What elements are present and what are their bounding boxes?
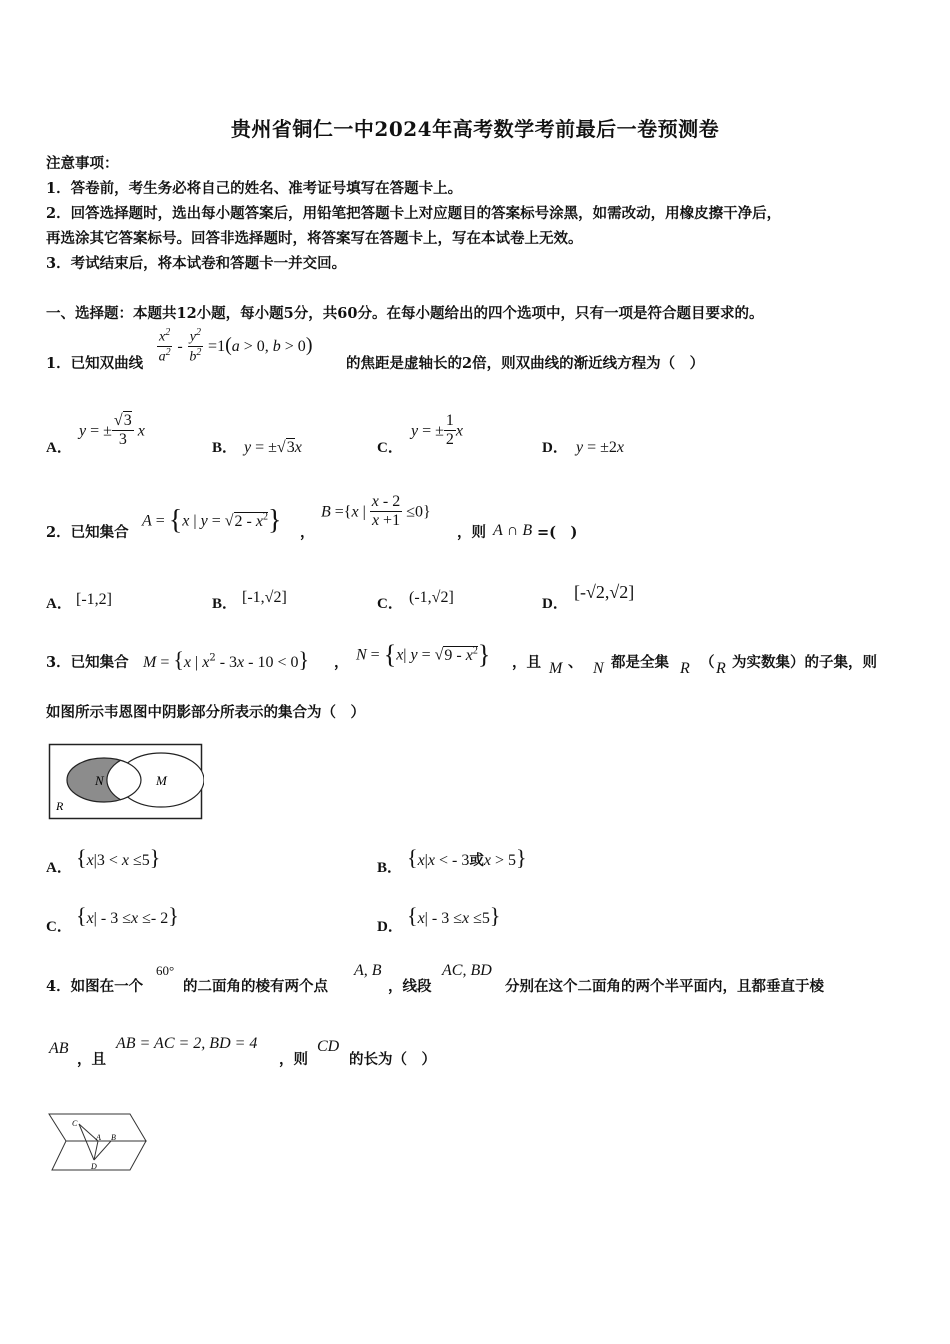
notice-item-2: 2．回答选择题时，选出每小题答案后，用铅笔把答题卡上对应题目的答案标号涂黑，如需改动，用橡皮擦干净后，: [46, 205, 782, 222]
q3-option-d-label: D．: [377, 919, 403, 935]
page-title: 贵州省铜仁一中2024年高考数学考前最后一卷预测卷: [230, 117, 720, 141]
q1-option-c: y = ± $\frac{1}{2}$ x: [411, 412, 464, 449]
q2-option-a-label: A．: [46, 596, 72, 612]
q4-segments: AC, BD: [442, 962, 492, 979]
fig-label-d: D: [91, 1162, 97, 1171]
q4-t4: ，且: [77, 1051, 106, 1068]
q2-option-b: [-1,√2]: [242, 589, 287, 606]
q3-lead: 3．已知集合: [46, 654, 129, 671]
fig-label-c: C: [72, 1119, 78, 1128]
q3-option-c-label: C．: [46, 919, 72, 935]
q2-set-a: A = {x | $y = √2 - x^2$}: [142, 505, 282, 536]
fig-label-b: B: [111, 1133, 116, 1142]
q2-option-b-label: B．: [212, 596, 238, 612]
q2-comma: ，: [300, 524, 315, 541]
notice-item-1: 1．答卷前，考生务必将自己的姓名、准考证号填写在答题卡上。: [46, 180, 463, 197]
segment-bd: [94, 1141, 111, 1160]
q3-sep: 、: [568, 654, 583, 671]
notice-heading: 注意事项：: [46, 155, 119, 172]
q3-r-symbol-2: R: [716, 660, 726, 677]
q3-all: 都是全集: [611, 654, 669, 671]
q4-angle: 60°: [156, 963, 175, 978]
q2-then: ，则: [457, 524, 486, 541]
venn-diagram: [48, 743, 204, 821]
q3-option-b: {x|x < - 3或x > 5}: [407, 845, 527, 870]
q3-option-c: {x| - 3 ≤x ≤- 2}: [76, 903, 179, 928]
q4-points: A, B: [354, 962, 382, 979]
venn-label-m: M: [156, 773, 167, 788]
q2-intersection: A ∩ B: [493, 522, 533, 539]
q1-stem: 的焦距是虚轴长的2倍，则双曲线的渐近线方程为（ ）: [346, 355, 705, 372]
dihedral-angle-figure: [46, 1110, 150, 1176]
q3-option-a-label: A．: [46, 860, 72, 876]
venn-label-n: N: [95, 773, 104, 788]
q1-option-a: y = ± $\frac{√3}{3}$ x: [79, 412, 145, 449]
q3-n-symbol: N: [593, 660, 604, 677]
q4-t2: ，线段: [388, 978, 432, 995]
q1-option-d: y = ±2x: [576, 439, 625, 456]
q3-r-symbol: R: [680, 660, 690, 677]
q4-t1: 的二面角的棱有两个点: [183, 978, 328, 995]
lower-half-plane: [52, 1141, 146, 1170]
q4-lead: 4．如图在一个: [46, 978, 144, 995]
notice-item-3: 3．考试结束后，将本试卷和答题卡一并交回。: [46, 255, 347, 272]
q1-option-a-label: A．: [46, 440, 72, 456]
q2-set-b: B ={x | $\frac{x - 2}{x +1}$ ≤0}: [321, 493, 431, 530]
q1-option-b-label: B．: [212, 440, 238, 456]
venn-label-r: R: [56, 799, 64, 813]
q3-option-b-label: B．: [377, 860, 403, 876]
q2-option-a: [-1,2]: [76, 591, 112, 608]
q2-option-d-label: D．: [542, 596, 568, 612]
q2-lead: 2．已知集合: [46, 524, 129, 541]
q3-option-b-or: 或: [469, 852, 484, 869]
q3-option-d: {x| - 3 ≤x ≤5}: [407, 903, 501, 928]
q3-option-a: {x|3 < x ≤5}: [76, 845, 161, 870]
q3-line2: 如图所示韦恩图中阴影部分所表示的集合为（ ）: [46, 704, 365, 721]
q4-t6: 的长为（ ）: [349, 1051, 436, 1068]
q1-option-c-label: C．: [377, 440, 403, 456]
notice-item-2-cont: 再选涂其它答案标号。回答非选择题时，将答案写在答题卡上，写在本试卷上无效。: [46, 230, 583, 247]
q4-edge-ab: AB: [49, 1040, 69, 1057]
q1-option-b: y = ±√3x: [244, 439, 302, 456]
q4-condition: AB = AC = 2, BD = 4: [116, 1035, 258, 1052]
q3-and: ，且: [512, 654, 541, 671]
q1-hyperbola-formula: $\frac{x^2}{a^2}$ - $\frac{y^2}{b^2}$ =1(a > 0, b > 0): [158, 327, 313, 365]
q1-option-d-label: D．: [542, 440, 568, 456]
q2-option-c: (-1,√2]: [409, 589, 454, 606]
q2-option-d: [-√2,√2]: [574, 582, 635, 602]
q1-lead: 1．已知双曲线: [46, 355, 144, 372]
segment-cd: [79, 1124, 94, 1160]
q2-tail: =( ): [537, 524, 578, 541]
q3-paren: （: [700, 654, 715, 671]
q4-t3: 分别在这个二面角的两个半平面内，且都垂直于棱: [505, 978, 824, 995]
q3-set-n: N = {x| $y = √9 - x^2$}: [356, 640, 491, 669]
q3-real: 为实数集）的子集，则: [732, 654, 877, 671]
q3-comma: ，: [334, 654, 349, 671]
q4-t5: ，则: [279, 1051, 308, 1068]
section-heading: 一、选择题：本题共12小题，每小题5分，共60分。在每小题给出的四个选项中，只有一项是符合题目要求的。: [46, 305, 764, 322]
q3-set-m: M = {x | $x^2 - 3x - 10 < 0$}: [143, 647, 310, 672]
q4-cd: CD: [317, 1038, 340, 1055]
fig-label-a: A: [96, 1133, 101, 1142]
q3-m-symbol: M: [549, 660, 563, 677]
q2-option-c-label: C．: [377, 596, 403, 612]
